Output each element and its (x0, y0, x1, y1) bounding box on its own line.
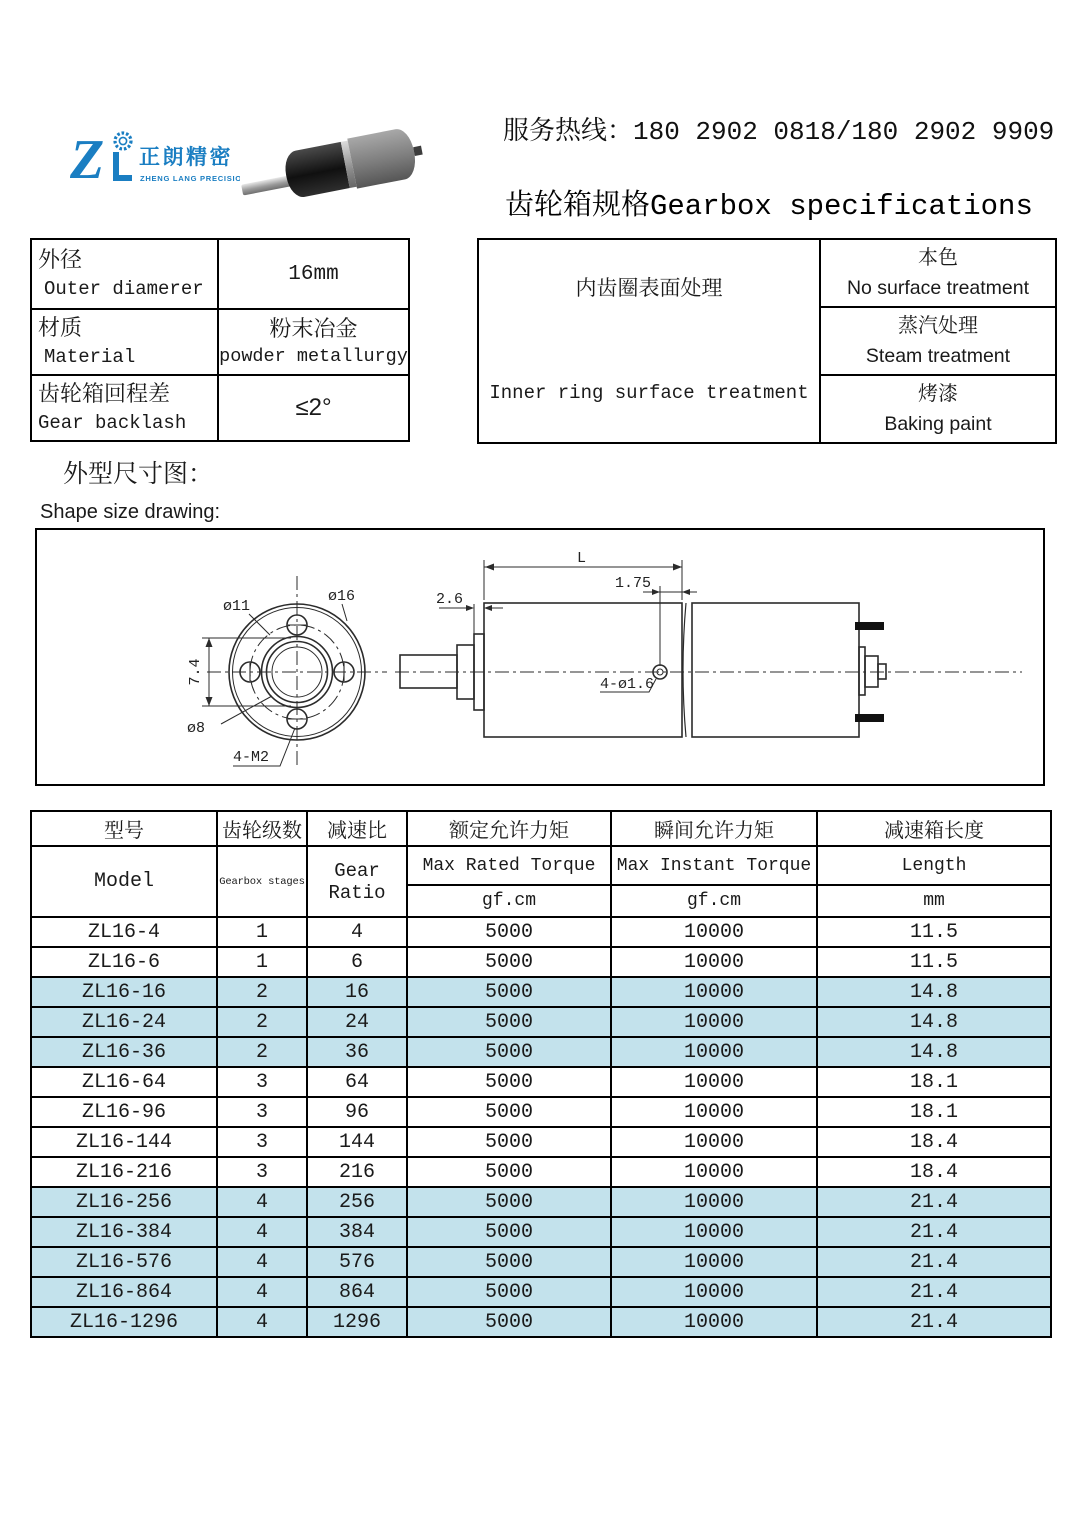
cell-length: 18.4 (817, 1127, 1051, 1157)
photo-motor-body (347, 127, 419, 189)
cell-ratio: 384 (307, 1217, 407, 1247)
cell-instant: 10000 (611, 1097, 817, 1127)
cell-ratio: 864 (307, 1277, 407, 1307)
spec-value-en: powder metallurgy (219, 346, 408, 367)
table-row (31, 947, 1051, 977)
cell-ratio: 216 (307, 1157, 407, 1187)
col-header-stages-en: Gearbox stages (217, 846, 307, 917)
logo-mark-l (116, 152, 132, 178)
page-title: 齿轮箱规格Gearbox specifications (505, 190, 1033, 223)
cell-ratio: 96 (307, 1097, 407, 1127)
surface-treatment-table (477, 238, 1057, 444)
cell-stages: 3 (217, 1157, 307, 1187)
motor-terminal (855, 622, 884, 630)
table-row (31, 1217, 1051, 1247)
table-row (478, 239, 1056, 307)
treatment-option-cn: 烤漆 (918, 383, 958, 405)
cell-length: 18.1 (817, 1067, 1051, 1097)
cell-ratio: 64 (307, 1067, 407, 1097)
cell-rated: 5000 (407, 947, 611, 977)
logo-mark-z: Z (70, 129, 105, 191)
spec-label-en: Outer diamerer (44, 278, 204, 300)
dim-label-holes: 4-ø1.6 (600, 676, 655, 693)
cell-stages: 2 (217, 1037, 307, 1067)
treatment-label-en: Inner ring surface treatment (489, 382, 809, 404)
col-header-length-cn: 减速箱长度 (817, 811, 1051, 846)
cell-instant: 10000 (611, 1007, 817, 1037)
unit-rated: gf.cm (407, 885, 611, 917)
header-row-en (31, 846, 1051, 885)
table-row (31, 1307, 1051, 1337)
header-row-cn (31, 811, 1051, 846)
cell-stages: 4 (217, 1217, 307, 1247)
spec-label-cn: 齿轮箱回程差 (38, 381, 171, 406)
table-row (31, 375, 409, 441)
cell-stages: 4 (217, 1277, 307, 1307)
cell-instant: 10000 (611, 1247, 817, 1277)
side-view (395, 560, 1022, 737)
col-header-model-en: Model (31, 846, 217, 917)
cell-stages: 2 (217, 1007, 307, 1037)
cell-ratio: 24 (307, 1007, 407, 1037)
cell-stages: 3 (217, 1127, 307, 1157)
cell-rated: 5000 (407, 977, 611, 1007)
cell-instant: 10000 (611, 917, 817, 947)
service-hotline: 服务热线：180 2902 0818/180 2902 9909 (503, 117, 1055, 147)
table-row (31, 1097, 1051, 1127)
cell-length: 21.4 (817, 1277, 1051, 1307)
spec-label-cn: 材质 (38, 315, 83, 340)
col-header-model-cn: 型号 (31, 811, 217, 846)
cell-instant: 10000 (611, 1307, 817, 1337)
col-header-rated-cn: 额定允许力矩 (407, 811, 611, 846)
cell-length: 11.5 (817, 947, 1051, 977)
cell-rated: 5000 (407, 1097, 611, 1127)
company-logo (70, 126, 240, 197)
cell-model: ZL16-384 (31, 1217, 217, 1247)
spec-label-en: Gear backlash (38, 412, 187, 434)
dim-label-boss-depth: 2.6 (436, 591, 464, 608)
cell-length: 18.4 (817, 1157, 1051, 1187)
cell-model: ZL16-576 (31, 1247, 217, 1277)
gearbox-model-table (30, 810, 1052, 1338)
spec-label-cell (31, 309, 218, 375)
spec-value: 16mm (288, 262, 339, 286)
treatment-option-cell (820, 239, 1056, 307)
treatment-option-cell (820, 307, 1056, 375)
cell-rated: 5000 (407, 1247, 611, 1277)
dim-label-span: 7.4 (187, 658, 204, 686)
cell-length: 18.1 (817, 1097, 1051, 1127)
basic-spec-table (30, 238, 410, 442)
spec-value-cell (218, 309, 409, 375)
cell-rated: 5000 (407, 1187, 611, 1217)
treatment-label-cn: 内齿圈表面处理 (575, 277, 723, 300)
cell-ratio: 6 (307, 947, 407, 977)
col-header-ratio-cn: 减速比 (307, 811, 407, 846)
table-row (31, 917, 1051, 947)
cell-ratio: 16 (307, 977, 407, 1007)
motor-terminal (855, 714, 884, 722)
spec-value-cn: 粉末冶金 (269, 316, 358, 341)
cell-rated: 5000 (407, 1217, 611, 1247)
cell-instant: 10000 (611, 1067, 817, 1097)
logo-company-en: ZHENG LANG PRECISION (140, 174, 240, 183)
cell-length: 14.8 (817, 1037, 1051, 1067)
drawing-section-title-en: Shape size drawing: (40, 501, 221, 523)
cell-model: ZL16-16 (31, 977, 217, 1007)
table-row (31, 1067, 1051, 1097)
cell-stages: 4 (217, 1247, 307, 1277)
unit-instant: gf.cm (611, 885, 817, 917)
cell-model: ZL16-64 (31, 1067, 217, 1097)
treatment-label-cell (478, 239, 820, 443)
spec-label-cell (31, 239, 218, 309)
cell-length: 11.5 (817, 917, 1051, 947)
cell-model: ZL16-216 (31, 1157, 217, 1187)
cell-instant: 10000 (611, 1157, 817, 1187)
product-photo (240, 130, 430, 212)
treatment-option-cn: 本色 (918, 247, 958, 269)
cell-stages: 3 (217, 1097, 307, 1127)
col-header-instant-cn: 瞬间允许力矩 (611, 811, 817, 846)
cell-ratio: 4 (307, 917, 407, 947)
col-header-instant-en: Max Instant Torque (611, 846, 817, 885)
table-row (31, 1247, 1051, 1277)
cell-length: 21.4 (817, 1187, 1051, 1217)
cell-model: ZL16-36 (31, 1037, 217, 1067)
photo-endcap (413, 146, 423, 156)
table-row (31, 1037, 1051, 1067)
table-row (31, 1277, 1051, 1307)
cell-length: 14.8 (817, 1007, 1051, 1037)
table-row (31, 977, 1051, 1007)
cell-stages: 2 (217, 977, 307, 1007)
cell-ratio: 256 (307, 1187, 407, 1217)
col-header-rated-en: Max Rated Torque (407, 846, 611, 885)
drawing-section-title-cn: 外型尺寸图： (63, 460, 214, 488)
treatment-option-en: Baking paint (884, 413, 992, 435)
cell-model: ZL16-144 (31, 1127, 217, 1157)
cell-model: ZL16-1296 (31, 1307, 217, 1337)
spec-label-en: Material (44, 346, 136, 368)
cell-instant: 10000 (611, 1187, 817, 1217)
table-row (31, 1187, 1051, 1217)
cell-rated: 5000 (407, 1067, 611, 1097)
cell-ratio: 144 (307, 1127, 407, 1157)
table-row (31, 1157, 1051, 1187)
cell-instant: 10000 (611, 1217, 817, 1247)
cell-ratio: 576 (307, 1247, 407, 1277)
spec-label-cn: 外径 (38, 247, 83, 272)
cell-stages: 3 (217, 1067, 307, 1097)
cell-length: 21.4 (817, 1247, 1051, 1277)
col-header-length-en: Length (817, 846, 1051, 885)
treatment-option-cell (820, 375, 1056, 443)
cell-length: 14.8 (817, 977, 1051, 1007)
cell-rated: 5000 (407, 1127, 611, 1157)
table-row (31, 239, 409, 309)
cell-model: ZL16-96 (31, 1097, 217, 1127)
treatment-option-en: No surface treatment (846, 277, 1030, 299)
spec-label-cell (31, 375, 218, 441)
spec-value-cell (218, 375, 409, 441)
treatment-option-en: Steam treatment (865, 345, 1011, 367)
cell-model: ZL16-6 (31, 947, 217, 977)
dim-label-boss-dia: ø8 (187, 720, 206, 737)
cell-rated: 5000 (407, 917, 611, 947)
cell-rated: 5000 (407, 1007, 611, 1037)
cell-instant: 10000 (611, 1277, 817, 1307)
gear-icon (115, 133, 131, 149)
photo-shaft (241, 175, 292, 195)
dim-label-length: L (577, 550, 587, 567)
table-row (31, 1127, 1051, 1157)
cell-rated: 5000 (407, 1277, 611, 1307)
gearmotor-image (234, 113, 431, 227)
dim-label-pinion: 1.75 (615, 575, 652, 592)
gearbox-drawing-svg (37, 530, 1043, 784)
spec-value: ≤2° (295, 394, 332, 421)
cell-model: ZL16-4 (31, 917, 217, 947)
table-row (31, 1007, 1051, 1037)
cell-instant: 10000 (611, 977, 817, 1007)
cell-stages: 4 (217, 1307, 307, 1337)
dim-label-bolt-circle: ø11 (223, 598, 251, 615)
cell-instant: 10000 (611, 947, 817, 977)
cell-model: ZL16-256 (31, 1187, 217, 1217)
dim-label-screws: 4-M2 (233, 749, 270, 766)
logo-company-cn: 正朗精密 (139, 146, 233, 169)
cell-length: 21.4 (817, 1307, 1051, 1337)
cell-model: ZL16-24 (31, 1007, 217, 1037)
cell-length: 21.4 (817, 1217, 1051, 1247)
cell-stages: 1 (217, 947, 307, 977)
cell-stages: 4 (217, 1187, 307, 1217)
table-row (31, 309, 409, 375)
cell-rated: 5000 (407, 1307, 611, 1337)
dim-label-outer-dia: ø16 (328, 588, 356, 605)
treatment-option-cn: 蒸汽处理 (898, 315, 978, 337)
cell-stages: 1 (217, 917, 307, 947)
spec-value-cell (218, 239, 409, 309)
dimension-drawing (35, 528, 1045, 786)
cell-rated: 5000 (407, 1037, 611, 1067)
cell-model: ZL16-864 (31, 1277, 217, 1307)
spec-table-body (31, 917, 1051, 1337)
cell-rated: 5000 (407, 1157, 611, 1187)
cell-ratio: 1296 (307, 1307, 407, 1337)
cell-instant: 10000 (611, 1127, 817, 1157)
cell-instant: 10000 (611, 1037, 817, 1067)
col-header-ratio-en: Gear Ratio (307, 846, 407, 917)
photo-gearhead (282, 142, 350, 200)
unit-length: mm (817, 885, 1051, 917)
col-header-stages-cn: 齿轮级数 (217, 811, 307, 846)
cell-ratio: 36 (307, 1037, 407, 1067)
